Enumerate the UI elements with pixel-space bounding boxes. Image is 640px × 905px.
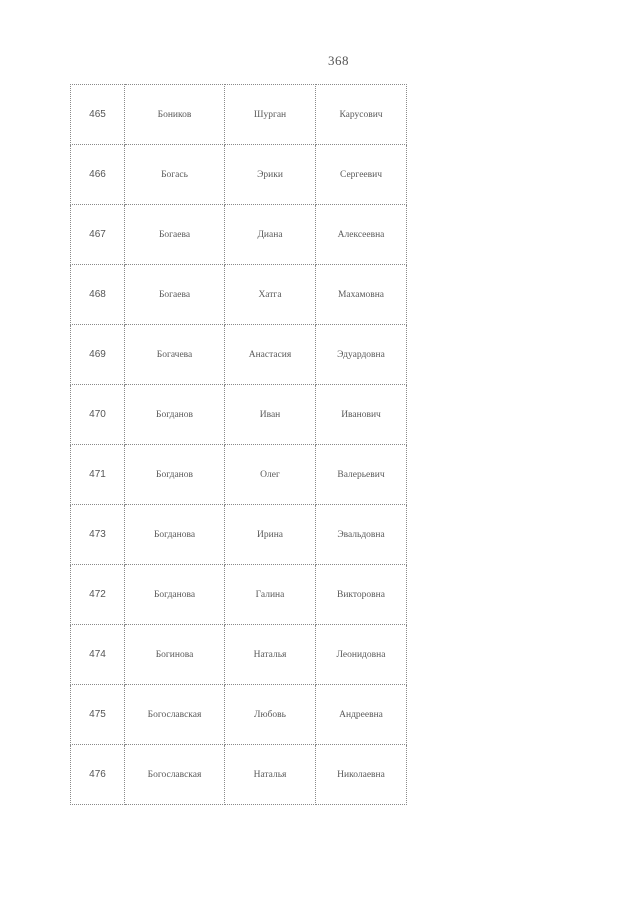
table-row <box>71 265 407 325</box>
patronymic: Алексеевна <box>316 205 407 265</box>
row-number: 475 <box>71 685 125 745</box>
patronymic: Махамовна <box>316 265 407 325</box>
first-name: Шурган <box>225 85 316 145</box>
patronymic: Андреевна <box>316 685 407 745</box>
row-number: 469 <box>71 325 125 385</box>
patronymic: Викторовна <box>316 565 407 625</box>
patronymic: Эвальдовна <box>316 505 407 565</box>
row-number: 474 <box>71 625 125 685</box>
patronymic: Николаевна <box>316 745 407 805</box>
patronymic: Эдуардовна <box>316 325 407 385</box>
first-name: Любовь <box>225 685 316 745</box>
table-row <box>71 745 407 805</box>
row-number: 471 <box>71 445 125 505</box>
last-name: Богославская <box>125 685 225 745</box>
table-row <box>71 85 407 145</box>
first-name: Олег <box>225 445 316 505</box>
row-number: 470 <box>71 385 125 445</box>
patronymic: Иванович <box>316 385 407 445</box>
last-name: Богданова <box>125 565 225 625</box>
table-row <box>71 445 407 505</box>
row-number: 472 <box>71 565 125 625</box>
last-name: Богинова <box>125 625 225 685</box>
first-name: Галина <box>225 565 316 625</box>
last-name: Боников <box>125 85 225 145</box>
last-name: Богаева <box>125 265 225 325</box>
patronymic: Валерьевич <box>316 445 407 505</box>
last-name: Богачева <box>125 325 225 385</box>
persons-table <box>70 84 407 805</box>
page-number: 368 <box>328 53 349 68</box>
row-number: 468 <box>71 265 125 325</box>
table-row <box>71 625 407 685</box>
first-name: Иван <box>225 385 316 445</box>
row-number: 473 <box>71 505 125 565</box>
table-row <box>71 565 407 625</box>
first-name: Хатга <box>225 265 316 325</box>
first-name: Наталья <box>225 625 316 685</box>
row-number: 467 <box>71 205 125 265</box>
table-row <box>71 685 407 745</box>
last-name: Богданов <box>125 445 225 505</box>
table-row <box>71 505 407 565</box>
last-name: Богданов <box>125 385 225 445</box>
row-number: 465 <box>71 85 125 145</box>
patronymic: Леонидовна <box>316 625 407 685</box>
table-row <box>71 205 407 265</box>
table-row <box>71 145 407 205</box>
table-row <box>71 385 407 445</box>
last-name: Богославская <box>125 745 225 805</box>
row-number: 466 <box>71 145 125 205</box>
last-name: Богаева <box>125 205 225 265</box>
patronymic: Карусович <box>316 85 407 145</box>
first-name: Эрики <box>225 145 316 205</box>
first-name: Ирина <box>225 505 316 565</box>
last-name: Богась <box>125 145 225 205</box>
first-name: Наталья <box>225 745 316 805</box>
table-row <box>71 325 407 385</box>
row-number: 476 <box>71 745 125 805</box>
first-name: Диана <box>225 205 316 265</box>
first-name: Анастасия <box>225 325 316 385</box>
patronymic: Сергеевич <box>316 145 407 205</box>
last-name: Богданова <box>125 505 225 565</box>
